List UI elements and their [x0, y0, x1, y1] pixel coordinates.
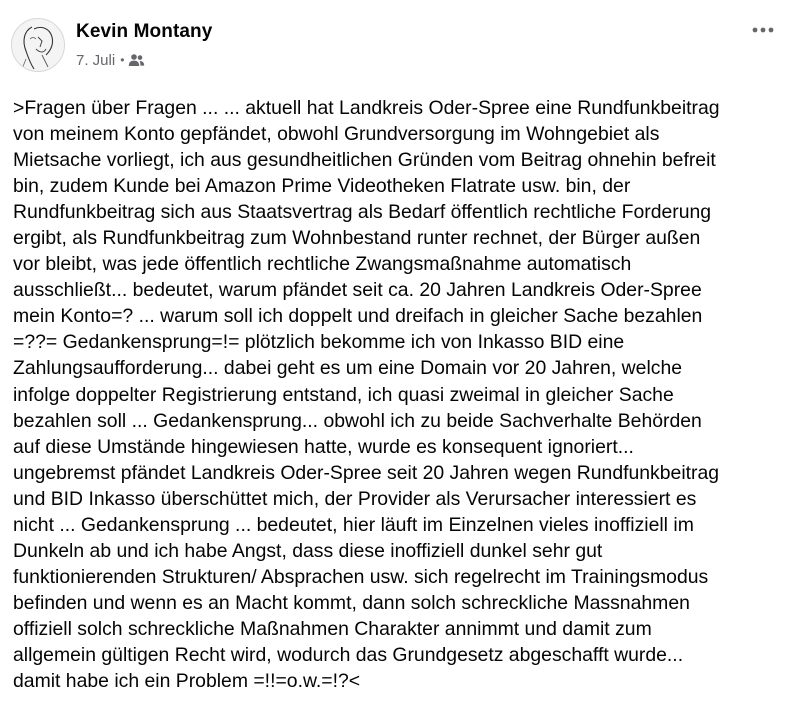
post-text-line: =??= Gedankensprung=!= plötzlich bekomme ich von Inkasso BID eine: [13, 331, 625, 354]
avatar[interactable]: [11, 18, 65, 72]
meta-separator: •: [120, 53, 125, 67]
post-text-line: mein Konto=? ... warum soll ich doppelt und dreifach in gleicher Sache bezahlen: [13, 305, 703, 328]
post-text-line: befinden und wenn es an Macht kommt, dann solch schreckliche Massnahmen: [13, 591, 690, 614]
post-text-line: ungebremst pfändet Landkreis Oder-Spree seit 20 Jahren wegen Rundfunkbeitrag: [13, 461, 720, 484]
friends-icon[interactable]: [128, 53, 145, 67]
post-text-line: bezahlen soll ... Gedankensprung... obwohl ich zu beide Sachverhalte Behörden: [13, 409, 702, 432]
post-meta: [76, 51, 145, 69]
more-options-button[interactable]: [749, 20, 777, 40]
post-text-line: ausschließt... bedeutet, warum pfändet seit ca. 20 Jahren Landkreis Oder-Spree: [13, 279, 702, 302]
post-text-line: und BID Inkasso überschüttet mich, der Provider als Verursacher interessiert es: [13, 487, 697, 510]
post-text-line: allgemein gültigen Recht wird, wodurch das Grundgesetz abgeschafft wurde...: [13, 643, 684, 666]
post-message: [13, 95, 788, 694]
post-text-line: infolge doppelter Registrierung entstand, ich quasi zweimal in gleicher Sache: [13, 383, 674, 406]
post-text-line: nicht ... Gedankensprung ... bedeutet, hier läuft im Einzelnen vieles inoffiziell im: [13, 513, 694, 536]
post-text-line: vor bleibt, was jede öffentlich rechtliche Zwangsmaßnahme automatisch: [13, 253, 632, 276]
more-horizontal-icon: [752, 27, 774, 33]
post-text-line: Zahlungsaufforderung... dabei geht es um eine Domain vor 20 Jahren, welche: [13, 357, 683, 380]
post-text-line: >Fragen über Fragen ... ... aktuell hat Landkreis Oder-Spree eine Rundfunkbeitrag: [13, 97, 720, 119]
post-text-line: Rundfunkbeitrag sich aus Staatsvertrag als Bedarf öffentlich rechtliche Forderung: [13, 201, 712, 224]
author-name[interactable]: Kevin Montany: [76, 21, 213, 42]
post-date[interactable]: 7. Juli: [76, 51, 116, 69]
post-text-line: Dunkeln ab und ich habe Angst, dass diese inoffiziell dunkel sehr gut: [13, 539, 603, 562]
post-text-line: auf diese Umstände hingewiesen hatte, wurde es konsequent ignoriert...: [13, 435, 634, 458]
post-text-line: offiziell solch schreckliche Maßnahmen Charakter annimmt und damit zum: [13, 617, 652, 640]
post-text-line: damit habe ich ein Problem =!!=o.w.=!?<: [13, 670, 361, 693]
post-text-line: bin, zudem Kunde bei Amazon Prime Videotheken Flatrate usw. bin, der: [13, 175, 631, 198]
post-text-line: funktionierenden Strukturen/ Absprachen usw. sich regelrecht im Trainingsmodus: [13, 565, 709, 588]
post-text-line: Mietsache vorliegt, ich aus gesundheitlichen Gründen vom Beitrag ohnehin befreit: [13, 149, 716, 172]
post-text-line: von meinem Konto gepfändet, obwohl Grundversorgung im Wohngebiet als: [13, 123, 660, 146]
post-text-line: ergibt, als Rundfunkbeitrag zum Wohnbestand runter rechnet, der Bürger außen: [13, 227, 701, 250]
profile-sketch-image: [12, 19, 65, 72]
